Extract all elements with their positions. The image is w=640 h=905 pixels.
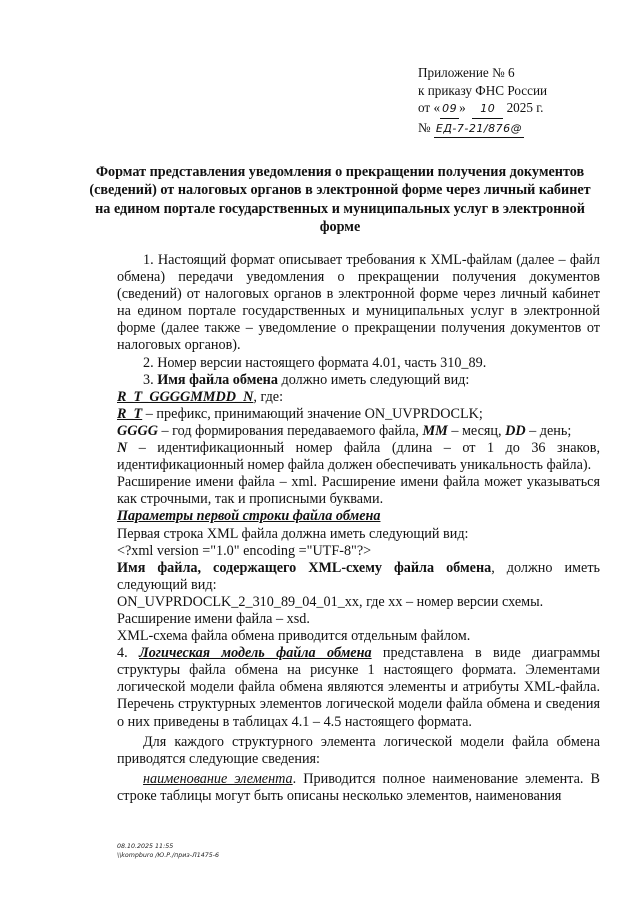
order-number-value: ЕД-7-21/876@ xyxy=(434,120,524,139)
paragraph-8: Расширение имени файла – xml. Расширение имени файла может указываться как строчными, так и прописными буквами. xyxy=(117,474,600,508)
paragraph-9: Параметры первой строки файла обмена xyxy=(117,508,381,525)
paragraph-2: 2. Номер версии настоящего формата 4.01, часть 310_89. xyxy=(143,354,487,371)
paragraph-15: XML-схема файла обмена приводится отдельным файлом. xyxy=(117,628,471,645)
paragraph-3: 3. Имя файла обмена должно иметь следующий вид: xyxy=(143,371,470,388)
paragraph-13: ON_UVPRDOCLK_2_310_89_04_01_xx, где xx – номер версии схемы. xyxy=(117,593,544,610)
print-timestamp: 08.10.2025 11:55 xyxy=(117,843,174,850)
paragraph-16: 4. Логическая модель файла обмена представлена в виде диаграммы структуры файла обмена на рисунке 1 настоящего формата. Элементами логической модели файла обмена являются элементы и атрибуты XML-файла. Перечень структурных элементов логической модели файла обмена и сведения о них приведены в таблицах 4.1 – 4.5 настоящего формата. xyxy=(117,645,600,730)
paragraph-18: наименование элемента. Приводится полное наименование элемента. В строке таблицы могут быть описаны несколько элементов, наименования xyxy=(117,770,600,804)
order-date-day: 09 xyxy=(440,100,459,119)
paragraph-4: R_T_GGGGMMDD_N, где: xyxy=(117,388,284,405)
paragraph-6: GGGG – год формирования передаваемого файла, MM – месяц, DD – день; xyxy=(117,422,572,439)
annex-header xyxy=(418,64,618,138)
document-body xyxy=(117,252,600,805)
paragraph-12: Имя файла, содержащего XML-схему файла обмена, должно иметь следующий вид: xyxy=(117,559,601,593)
order-number: № ЕД-7-21/876@ xyxy=(418,119,618,139)
paragraph-7: N – идентификационный номер файла (длина – от 1 до 36 знаков, идентификационный номер файла должен обеспечивать уникальность файла). xyxy=(117,440,600,474)
order-date: от « 09 » 10 2025 г. xyxy=(418,99,618,119)
paragraph-17: Для каждого структурного элемента логической модели файла обмена приводятся следующие сведения: xyxy=(117,733,600,767)
print-footer xyxy=(117,843,219,860)
order-date-month: 10 xyxy=(472,100,503,119)
print-path: \\kompburo /Ю.Р./приз-Л1475-6 xyxy=(117,851,220,859)
order-reference: к приказу ФНС России xyxy=(418,82,548,98)
paragraph-5: R_T – префикс, принимающий значение ON_UVPRDOCLK; xyxy=(117,405,483,422)
paragraph-1: 1. Настоящий формат описывает требования к XML-файлам (далее – файл обмена) передачи уведомления о прекращении получения документов (сведений) от налоговых органов в электронной форме через личный кабинет на едином портале государственных и муниципальных услуг в электронной форме (далее также – уведомление о прекращении получения документов от налоговых органов). xyxy=(117,252,600,354)
paragraph-10: Первая строка XML файла должна иметь следующий вид: xyxy=(117,525,469,542)
paragraph-11: <?xml version ="1.0" encoding ="UTF-8"?> xyxy=(117,542,372,559)
annex-number: Приложение № 6 xyxy=(418,65,515,80)
document-title: Формат представления уведомления о прекращении получения документов (сведений) от налоговых органов в электронной форме через личный кабинет на едином портале государственных и муниципальных услуг в электронной форме xyxy=(89,164,591,236)
paragraph-14: Расширение имени файла – xsd. xyxy=(117,610,310,627)
